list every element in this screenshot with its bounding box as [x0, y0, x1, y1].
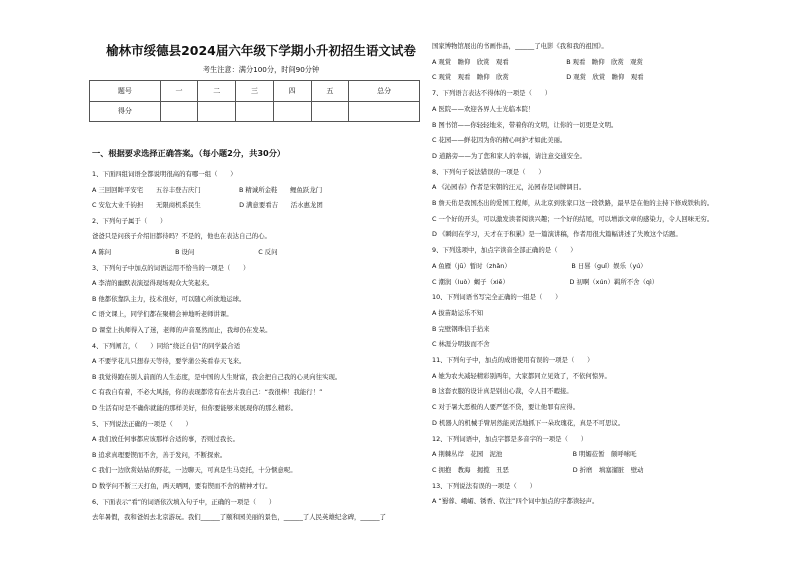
question-line: B 图书馆——你轻轻地来，带着你的文明，让你的一切更是文明。: [432, 120, 618, 129]
score-header-cell: 五: [311, 81, 349, 102]
question-line: 7、下列语言表达不得体的一项是（ ）: [432, 89, 552, 98]
question-line: 9、下列选项中，加点字读音全部正确的是（ ）: [432, 246, 577, 255]
question-line: C 一个好的开头，可以激发读者阅读兴趣；一个好的结尾，可以增添文章的感染力，令人回味无穷。: [432, 214, 714, 223]
question-line: B 完壁钢珠信手拈来: [432, 324, 490, 333]
question-line: B 他都依靠队主力，技术很好，可以随心所欲地运球。: [92, 294, 246, 303]
question-line: D 课堂上执师得入了迷，老师的声音戛然而止，我却仍在发呆。: [92, 326, 272, 334]
question-line: 5、下列说法正确的一项是（ ）: [92, 419, 192, 428]
question-line: A 不要学花儿只想春天等待，要学蒲公英看春天飞来。: [92, 357, 246, 366]
score-header-cell: 四: [273, 81, 311, 102]
question-line: D 生活有时是不确你就能的那样美好，但你要能够来展现你的那么精彩。: [92, 404, 298, 412]
question-line: A 李清的幽默表演逗得现场观众大笑起来。: [92, 279, 214, 288]
question-line: 4、下列阐言，（ ）同给“绕泛自信”的同学最合适: [92, 341, 241, 350]
question-line: A 她为农夫减轻精彩别两年，大家都同立见效了，不依何惊异。: [432, 371, 611, 380]
question-line: D 道路旁——为了您和家人的幸福，请注意交通安全。: [432, 151, 586, 160]
exam-title: 榆林市绥德县2024届六年级下学期小升初招生语文试卷: [106, 43, 416, 58]
question-line: 爸爸只是问孩子介绍旧都待吗？不是的，他也在表达自己的心。: [92, 232, 271, 241]
question-line: 13、下列说法有误的一项是（ ）: [432, 481, 536, 490]
question-line: 10、下列词语书写完全正确的一组是（ ）: [432, 293, 562, 302]
score-header-cell: 一: [160, 81, 198, 102]
score-table: [89, 80, 420, 122]
question-line: B 这套衣服的设计真是别出心裁，令人目不暇接。: [432, 387, 573, 396]
score-header-cell: 三: [236, 81, 274, 102]
question-line: D 数学问不断三天打鱼，两天晒网，要有锲而不舍的精神才行。: [92, 482, 272, 490]
question-line: 去年暑假，我和爸妈去北京游玩。我们______了颐和园美丽的景色，______了人民英雄纪念碑，______了: [92, 513, 386, 522]
question-line: A 《沁园春》作者是宋朝的汪元，沁园春是词牌调目。: [432, 183, 586, 192]
score-input-cell[interactable]: [160, 101, 198, 122]
question-line: C 观赏 观看 瞻仰 欣赏 D 观赏 欣赏 瞻仰 观看: [432, 73, 644, 82]
question-line: C 我们一边欣赏姑姑的野花，一边聊天，可真是生马克托，十分惬意呢。: [92, 466, 297, 475]
question-line: C 对于暑大恶极的人要严惩不贷，要让他罪有应得。: [432, 403, 580, 412]
score-header-cell: 总分: [349, 81, 420, 102]
question-line: 8、下列句子说法错误的一项是（ ）: [432, 167, 545, 176]
question-line: B 詹天佑是我国杰出的爱国工程师，从北京到张家口这一段铁路，最早是在他的主持下修成铁轨的。: [432, 199, 714, 207]
question-line: 11、下列句子中，加点的成语使用有误的一项是（ ）: [432, 356, 594, 364]
question-line: 3、下列句子中加点的词语运用不恰当的一项是（ ）: [92, 263, 250, 272]
question-line: C 拥抱 教海 揭揽 丑恶 D 折磨 填塞遛脏 壁动: [432, 465, 644, 474]
question-line: A 观赏 瞻仰 欣赏 观看 B 观看 瞻仰 欣赏 观赏: [432, 57, 643, 66]
question-line: C 语文课上，同学们都在聚精会神地听老师讲课。: [92, 310, 233, 319]
question-line: 6、下面表示“看”的词语依次填入句子中，正确的一项是（ ）: [92, 497, 276, 506]
score-input-cell[interactable]: [349, 101, 420, 122]
question-line: C 安危大业千钧担 无限商机系民生 D 满意要看吉 活水惠龙团: [92, 201, 323, 210]
question-line: 2、下列句子属于（ ）: [92, 216, 167, 225]
question-line: 1、下面四组词语全都说明很高的有哪一组（ ）: [92, 170, 237, 178]
score-header-row: [90, 81, 420, 102]
score-input-cell[interactable]: [236, 101, 274, 122]
question-line: A 我们放任何事都应该那样合适的事，否则过我长。: [92, 435, 239, 444]
question-line: C 林涯分明拔而不舍: [432, 340, 490, 349]
question-line: A 医院——欢迎各界人士光临本院！: [432, 104, 535, 113]
score-header-cell: 二: [198, 81, 236, 102]
question-line: B 我觉得跑在别人前面的人生态度，是中国的人生财富，我会把自己我的心灵向往实现。: [92, 372, 342, 381]
score-row: [90, 101, 420, 122]
question-line: A 拔苗助运乐不知: [432, 308, 484, 317]
question-line: A “蜀蓉、峨嵋、锈香、钦注”四个词中加点的字都读轻声。: [432, 497, 599, 506]
question-line: B 追求真理要锲而不舍，善于发问，不断探索。: [92, 450, 227, 459]
question-line: C 花园——鲜花因为你的精心呵护才如此美丽。: [432, 136, 567, 145]
question-line: A 荆棘丛岸 花园 泥池 B 明媚莅暂 颇呼嗦吒: [432, 450, 637, 459]
score-input-cell[interactable]: [198, 101, 236, 122]
exam-subtitle: 考生注意：满分100分，时间90分钟: [202, 65, 320, 74]
score-input-cell[interactable]: [311, 101, 349, 122]
question-line: D 机器人的机械手臂居然能灵活地抓下一朵玫瑰花，真是不可思议。: [432, 418, 625, 427]
question-line: A 三回回眸平安宅 五谷丰登吉庆门 B 精诚所金鞋 鲤鱼跃龙门: [92, 185, 323, 194]
score-row-label: 得分: [90, 101, 161, 122]
score-header-cell: 题号: [90, 81, 161, 102]
question-line: D 《瞬间在学习，天才在于积累》是一篇演讲稿，作者用很大篇幅讲述了失败这个话题。: [432, 230, 682, 239]
question-line: A 陈问 B 设问 C 反问: [92, 248, 278, 256]
question-line: 12、下列词语中，加点字都是多音字的一项是（ ）: [432, 434, 588, 443]
question-line: C 有我自有着，不必大风扬，你的表现都常有在去片我自己：“我很棒！我能行！”: [92, 388, 323, 397]
score-input-cell[interactable]: [273, 101, 311, 122]
question-line: C 潮润（luò）蝎子（xiē） D 初啊（xún）羁所不舍（qì）: [432, 277, 659, 286]
question-line: A 鱼雁（jū）暂时（zhǎn） B 日晷（guǐ）娱乐（yú）: [432, 261, 647, 270]
section-heading: 一、根据要求选择正确答案。（每小题2分，共30分）: [92, 148, 286, 158]
question-line: 国家博物馆展出的书画作品，______了电影《我和我的祖国》。: [432, 42, 608, 50]
